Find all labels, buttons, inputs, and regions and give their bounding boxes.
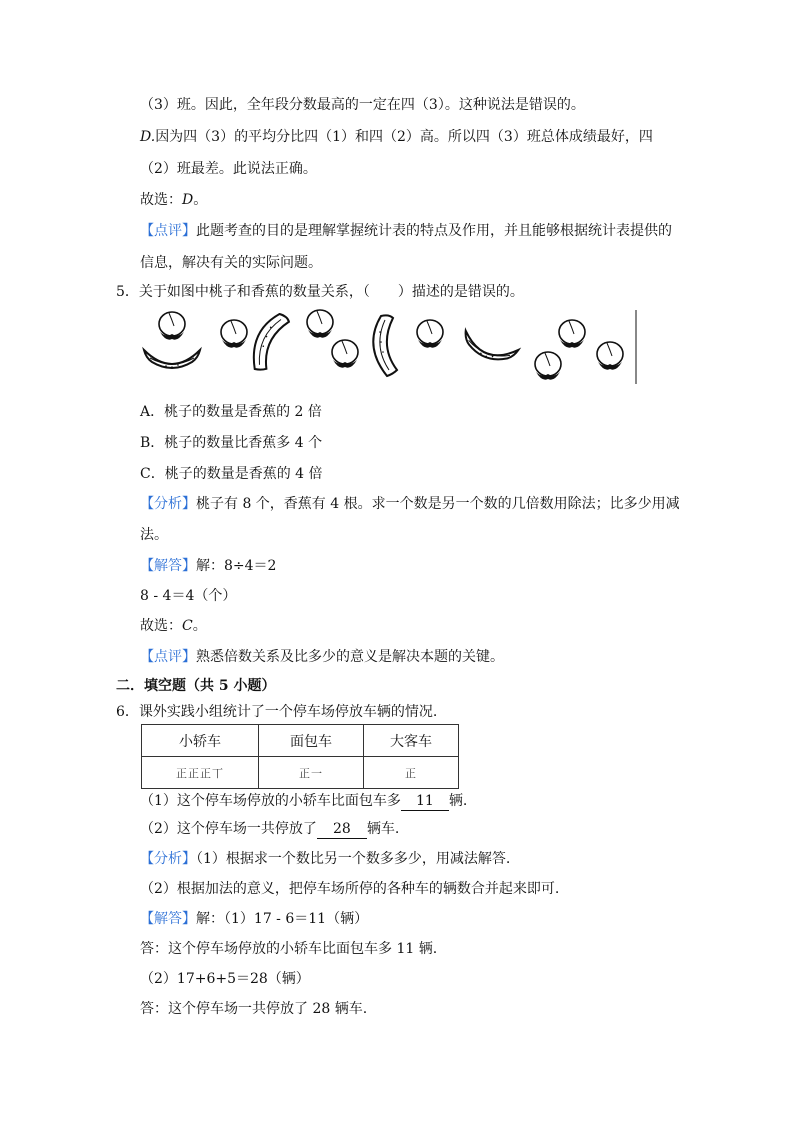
table-header-cell: 面包车 (259, 725, 364, 757)
peach-icon (597, 342, 623, 370)
question-5-stem: 5．关于如图中桃子和香蕉的数量关系，（ ）描述的是错误的。 (116, 284, 524, 300)
option-d-explanation (140, 128, 653, 146)
peach-icon (559, 320, 585, 348)
answer-blank: 28 (317, 820, 367, 839)
analysis-line (140, 850, 510, 868)
peach-icon (332, 340, 358, 368)
banana-icon (243, 310, 294, 374)
answer-line: （2）17+6+5＝28（辆） (140, 971, 310, 987)
analysis-line: （2）根据加法的意义，把停车场所停的各种车的辆数合并起来即可. (140, 881, 560, 897)
answer-line: 答：这个停车场一共停放了 28 辆车. (140, 1001, 368, 1017)
sub-question-text: （2）这个停车场一共停放了 (140, 821, 317, 837)
peach-icon (307, 310, 333, 338)
analysis-text: （1）根据求一个数比另一个数多多少，用减法解答. (196, 851, 511, 867)
comment-text: 熟悉倍数关系及比多少的意义是解决本题的关键。 (196, 649, 504, 665)
table-header-cell: 小轿车 (142, 725, 259, 757)
peach-icon (535, 352, 561, 380)
option-b: B．桃子的数量比香蕉多 4 个 (140, 435, 323, 451)
choice-line (140, 617, 207, 635)
answer-line (140, 910, 368, 928)
answer-line: 答：这个停车场停放的小轿车比面包车多 11 辆. (140, 941, 438, 957)
sub-question-text: （1）这个停车场停放的小轿车比面包车多 (140, 793, 401, 809)
analysis-text: 桃子有 8 个，香蕉有 4 根。求一个数是另一个数的几倍数用除法；比多少用减 (196, 496, 680, 512)
answer-text: 解：8÷4＝2 (196, 558, 277, 574)
sub-question-1 (140, 792, 467, 811)
choice-line (140, 191, 207, 209)
answer-line: 8 - 4＝4（个） (140, 588, 237, 604)
choice-answer: D (182, 192, 194, 208)
sub-question-2 (140, 820, 399, 839)
choice-suffix: 。 (193, 192, 208, 208)
peach-icon (159, 312, 185, 340)
vehicle-tally-table (141, 724, 459, 789)
choice-prefix: 故选： (140, 618, 182, 634)
peach-banana-illustration (140, 302, 640, 386)
analysis-tag: 【分析】 (140, 851, 196, 867)
table-header-row (142, 725, 459, 757)
choice-answer: C (182, 618, 193, 634)
banana-icon (144, 350, 200, 368)
analysis-tag: 【分析】 (140, 496, 196, 512)
solution-line: （3）班。因此，全年段分数最高的一定在四（3）。这种说法是错误的。 (140, 97, 585, 113)
comment-line (140, 648, 504, 666)
comment-line: 信息，解决有关的实际问题。 (140, 255, 322, 271)
choice-suffix: 。 (192, 618, 207, 634)
comment-text: 此题考查的目的是理解掌握统计表的特点及作用，并且能够根据统计表提供的 (196, 223, 672, 239)
question-6-stem: 6．课外实践小组统计了一个停车场停放车辆的情况. (116, 704, 438, 720)
answer-tag: 【解答】 (140, 558, 196, 574)
option-a: A．桃子的数量是香蕉的 2 倍 (140, 404, 322, 420)
option-letter: D. (140, 129, 156, 145)
section-title: 二．填空题（共 5 小题） (116, 678, 276, 694)
solution-line: （2）班最差。此说法正确。 (140, 161, 317, 177)
tally-cell: 正正正丅 (142, 757, 259, 789)
tally-cell: 正一 (259, 757, 364, 789)
table-row (142, 757, 459, 789)
option-c: C．桃子的数量是香蕉的 4 倍 (140, 466, 323, 482)
answer-tag: 【解答】 (140, 911, 196, 927)
answer-line (140, 557, 276, 575)
analysis-line: 法。 (140, 527, 168, 543)
explanation-text: 因为四（3）的平均分比四（1）和四（2）高。所以四（3）班总体成绩最好，四 (155, 129, 653, 145)
answer-blank: 11 (401, 792, 449, 811)
banana-icon (460, 331, 519, 367)
analysis-line (140, 495, 680, 513)
tally-cell: 正 (364, 757, 459, 789)
sub-question-suffix: 辆. (448, 793, 468, 809)
table-header-cell: 大客车 (364, 725, 459, 757)
comment-tag: 【点评】 (140, 223, 196, 239)
choice-prefix: 故选： (140, 192, 182, 208)
peach-icon (221, 320, 247, 348)
banana-icon (373, 315, 397, 376)
sub-question-suffix: 辆车. (366, 821, 400, 837)
answer-text: 解：（1）17 - 6＝11（辆） (196, 911, 369, 927)
comment-line (140, 222, 672, 240)
peach-icon (417, 320, 443, 348)
comment-tag: 【点评】 (140, 649, 196, 665)
